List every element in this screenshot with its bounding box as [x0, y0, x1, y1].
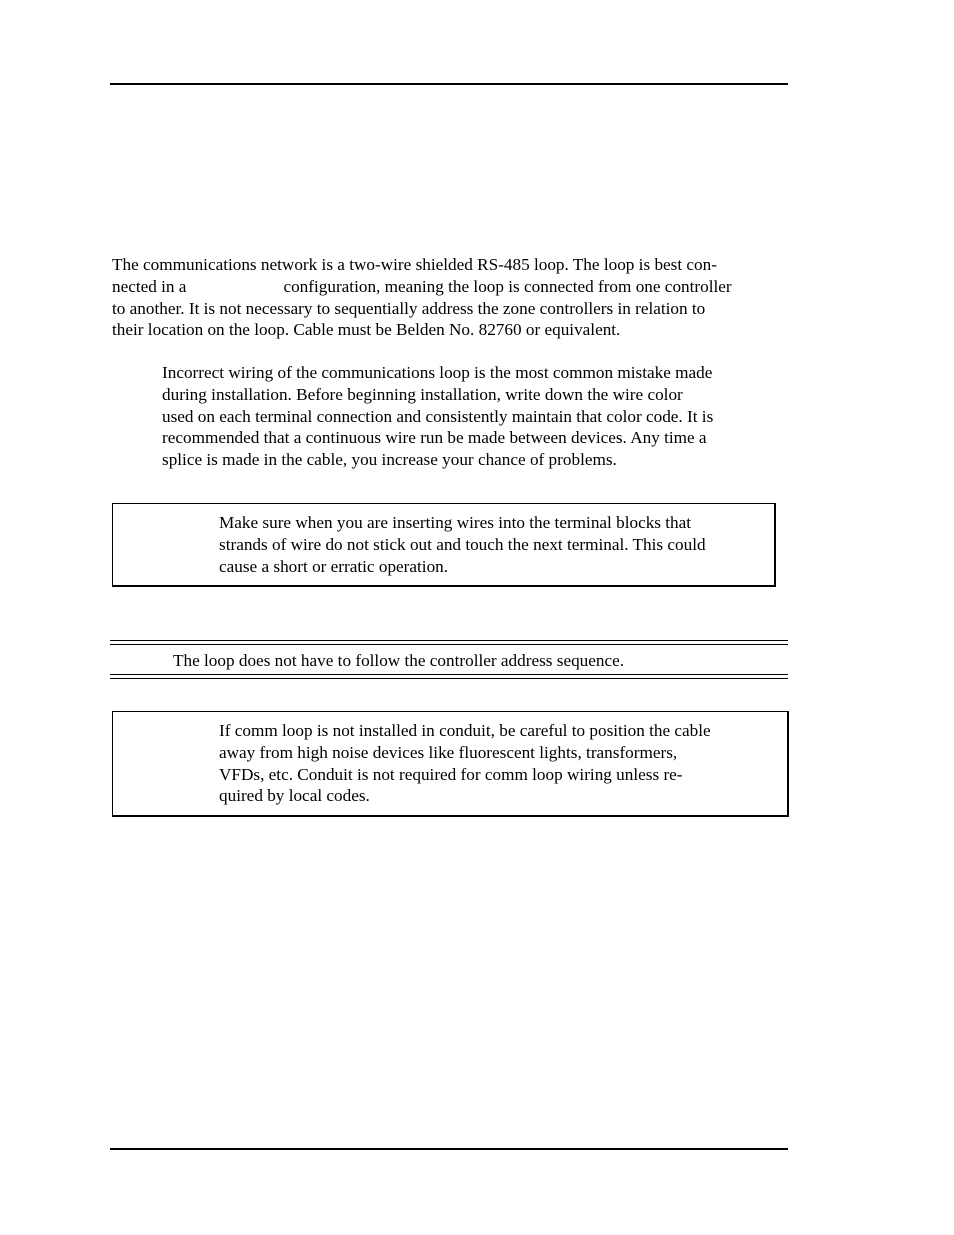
footer-rule: [110, 1148, 788, 1150]
caution-box-text: [219, 720, 711, 807]
caution-line: Make sure when you are inserting wires into the terminal blocks that: [219, 513, 692, 532]
caution-line: cause a short or erratic operation.: [219, 556, 449, 576]
note-top-rule-inner: [110, 644, 788, 645]
intro-line-4: their location on the loop. Cable must be Belden No. 82760 or equivalent.: [112, 320, 621, 340]
intro-line-2: [112, 276, 782, 298]
wiring-line: recommended that a continuous wire run be made between devices. Any time a: [162, 428, 707, 448]
header-rule: [110, 83, 788, 85]
note-top-rule: [110, 640, 788, 641]
wiring-line: Incorrect wiring of the communications loop is the most common mistake made: [162, 363, 713, 382]
intro-paragraph: [112, 254, 782, 341]
intro-line-2-end: configuration, meaning the loop is connected from one controller: [283, 276, 732, 296]
wiring-warning-paragraph: [162, 362, 772, 471]
note-text: The loop does not have to follow the controller address sequence.: [173, 651, 625, 670]
intro-line-1: The communications network is a two-wire shielded RS-485 loop. The loop is best con-: [112, 255, 717, 274]
intro-line-3: to another. It is not necessary to sequentially address the zone controllers in relation to: [112, 298, 706, 318]
caution-line: away from high noise devices like fluorescent lights, transformers,: [219, 742, 678, 762]
caution-line: If comm loop is not installed in conduit, be careful to position the cable: [219, 721, 711, 740]
wiring-line: splice is made in the cable, you increase your chance of problems.: [162, 450, 617, 470]
note-bottom-rule-inner: [110, 674, 788, 675]
caution-box-text: [219, 512, 706, 577]
intro-line-2-start: nected in a: [112, 276, 187, 296]
wiring-line: used on each terminal connection and consistently maintain that color code. It is: [162, 406, 714, 426]
caution-line: VFDs, etc. Conduit is not required for comm loop wiring unless re-: [219, 764, 683, 784]
caution-box-terminal-wires: [112, 503, 776, 587]
caution-line: strands of wire do not stick out and touch the next terminal. This could: [219, 534, 706, 554]
note-bottom-rule: [110, 678, 788, 679]
wiring-line: during installation. Before beginning installation, write down the wire color: [162, 384, 683, 404]
caution-box-conduit: [112, 711, 789, 817]
caution-line: quired by local codes.: [219, 786, 370, 806]
